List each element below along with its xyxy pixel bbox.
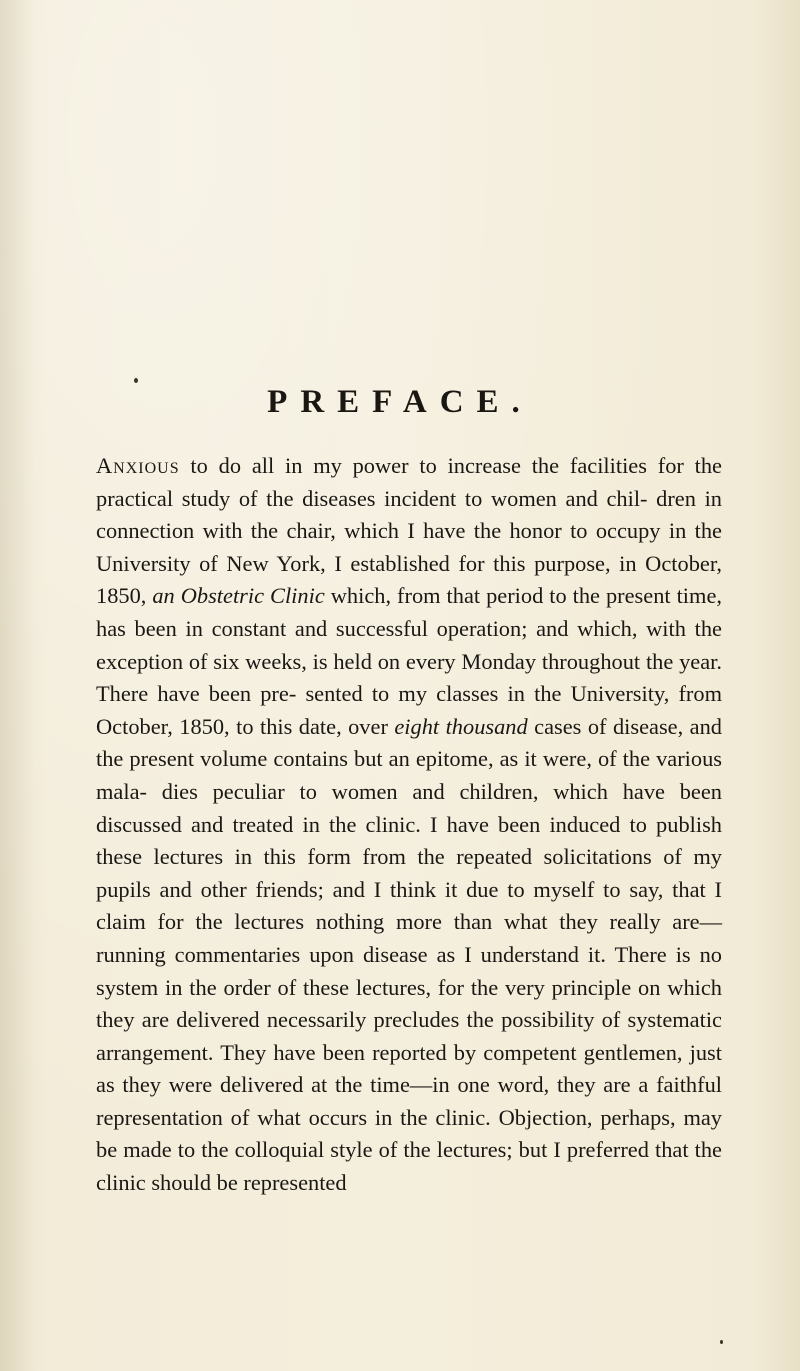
paragraph-text-1: to do all in my power to increase the facilities for the practical study of the diseases incident to women and chil- dren in connection with the chair, which I have the honor to occupy in the University of New York, I established for this purpose, in October, 1850, (96, 453, 722, 609)
page-gutter-shadow (0, 0, 34, 1371)
ink-speck (134, 378, 138, 383)
ink-speck (720, 1340, 723, 1344)
page-title: PREFACE. (267, 384, 533, 420)
paragraph-text-2: which, from that period to the present time, has been in constant and successful operation; and which, with the exception of six weeks, is held on every Monday throughout the year. There have been pre- sented to my classes in the University, from October, 1850, to this date, over (96, 583, 722, 739)
paragraph-text-3: cases of disease, and the present volume contains but an epitome, as it were, of the various mala- dies peculiar to women and children, which have been discussed and treated in the clinic. I have been induced to publish these lectures in this form from the repeated solicitations of my pupils and other friends; and I think it due to myself to say, that I claim for the lectures nothing more than what they really are— running commentaries upon disease as I understand it. There is no system in the order of these lectures, for the very principle on which they are delivered necessarily precludes the possibility of systematic arrangement. They have been reported by competent gentlemen, just as they were delivered at the time—in one word, they are a faithful representation of what occurs in the clinic. Objection, perhaps, may be made to the colloquial style of the lectures; but I preferred that the clinic should be represented (96, 713, 722, 1196)
italic-phrase-eight-thousand: eight thousand (394, 713, 528, 739)
lead-word: Anxious (96, 453, 180, 478)
italic-phrase-obstetric-clinic: an Obstetric Clinic (152, 583, 325, 609)
preface-paragraph (96, 450, 722, 1200)
